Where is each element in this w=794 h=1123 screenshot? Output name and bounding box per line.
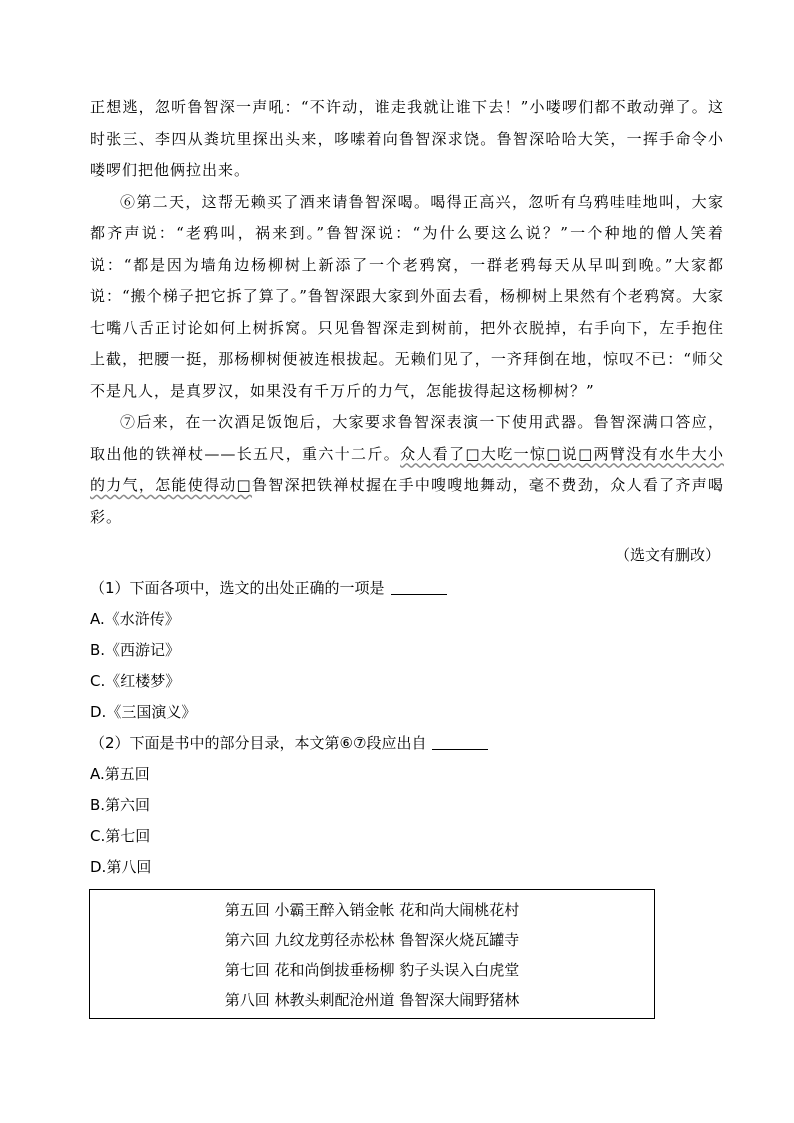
paragraph-7-tail: 鲁智深把铁禅杖握在手中嗖嗖地舞动，毫不费劲，众人看了齐声喝彩。 xyxy=(90,476,724,526)
toc-chapter-6: 第六回 九纹龙剪径赤松林 鲁智深火烧瓦罐寺 xyxy=(224,931,520,949)
question-2-option-b: B.第六回 xyxy=(90,796,151,814)
toc-chapter-8: 第八回 林教头刺配沧州道 鲁智深大闹野猪林 xyxy=(224,991,520,1009)
question-1-option-b: B.《西游记》 xyxy=(90,641,181,659)
question-2-option-d: D.第八回 xyxy=(90,858,152,876)
question-1-stem: （1）下面各项中，选文的出处正确的一项是 xyxy=(90,573,730,604)
passage-paragraph-6: ⑥第二天，这帮无赖买了酒来请鲁智深喝。喝得正高兴，忽听有乌鸦哇哇地叫，大家都齐声说：“老鸦叫，祸来到。”鲁智深说：“为什么要这么说？”一个种地的僧人笑着说：“都是因为墙角边杨柳树上新添了一个老鸦窝，一群老鸦每天从早叫到晚。”大家都说：“搬个梯子把它拆了算了。”鲁智深跟大家到外面去看，杨柳树上果然有个老鸦窝。大家七嘴八舌正讨论如何上树拆窝。只见鲁智深走到树前，把外衣脱掉，右手向下，左手抱住上截，把腰一挺，那杨柳树便被连根拔起。无赖们见了，一齐拜倒在地，惊叹不已：“师父不是凡人，是真罗汉，如果没有千万斤的力气，怎能拔得起这杨柳树？” xyxy=(90,192,724,400)
question-2-option-c: C.第七回 xyxy=(90,827,151,845)
answer-blank-2[interactable] xyxy=(432,733,488,750)
toc-chapter-7: 第七回 花和尚倒拔垂杨柳 豹子头误入白虎堂 xyxy=(224,961,520,979)
passage-paragraph-1: 正想逃，忽听鲁智深一声吼：“不许动，谁走我就让谁下去！”小喽啰们都不敢动弹了。这时张三、李四从粪坑里探出头来，哆嗦着向鲁智深求饶。鲁智深哈哈大笑，一挥手命令小喽啰们把他俩拉出来。 xyxy=(90,98,724,179)
toc-chapter-5: 第五回 小霸王醉入销金帐 花和尚大闹桃花村 xyxy=(224,901,520,919)
table-of-contents-box xyxy=(89,889,655,1019)
source-note: （选文有删改） xyxy=(614,546,720,564)
question-2-stem: （2）下面是书中的部分目录，本文第⑥⑦段应出自 xyxy=(90,728,730,759)
passage-paragraph-7 xyxy=(90,407,724,533)
paragraph-7-text: ⑦后来，在一次酒足饭饱后，大家要求鲁智深表演一下使用武器。鲁智深满口答应，取出他的铁禅杖——长五尺，重六十二斤。 xyxy=(90,413,724,463)
question-2-option-a: A.第五回 xyxy=(90,765,150,783)
question-1-option-d: D.《三国演义》 xyxy=(90,703,197,721)
question-1-option-a: A.《水浒传》 xyxy=(90,610,180,628)
answer-blank-1[interactable] xyxy=(391,578,447,595)
question-1-option-c: C.《红楼梦》 xyxy=(90,672,181,690)
punctuation-exercise-sentence: 众人看了□大吃一惊□说□两臂没有水牛大小的力气，怎能使得动□ xyxy=(90,444,724,494)
reading-passage xyxy=(90,92,724,533)
questions-section xyxy=(90,573,730,883)
